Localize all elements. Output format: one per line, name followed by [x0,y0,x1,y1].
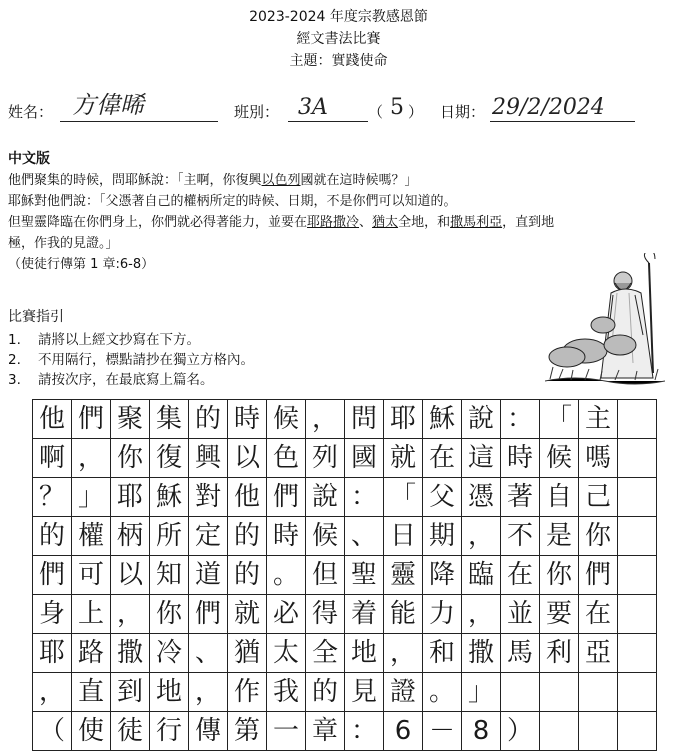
grid-cell: 候 [540,439,579,478]
grid-cell: 主 [579,400,618,439]
grid-cell: 所 [150,517,189,556]
grid-cell: 耶 [111,478,150,517]
grid-cell: 、 [189,634,228,673]
grid-cell: 但 [306,556,345,595]
number-open-paren: （ [368,103,384,121]
grid-cell: 著 [501,478,540,517]
grid-cell: － [423,712,462,751]
grid-cell: 穌 [150,478,189,517]
grid-cell: 們 [267,478,306,517]
grid-cell: 他 [228,478,267,517]
grid-cell: 在 [423,439,462,478]
grid-cell [618,517,657,556]
grid-cell: 馬 [501,634,540,673]
grid-cell: 太 [267,634,306,673]
grid-cell: 不 [501,517,540,556]
grid-cell: 以 [228,439,267,478]
grid-cell: 可 [72,556,111,595]
calligraphy-grid [32,399,657,751]
grid-cell: 是 [540,517,579,556]
grid-cell: 撒 [111,634,150,673]
grid-cell: 上 [72,595,111,634]
grid-cell: 時 [267,517,306,556]
scripture-line: 耶穌對他們說：「父憑著自己的權柄所定的時候、日期，不是你們可以知道的。 [8,194,457,209]
grid-cell: 6 [384,712,423,751]
grid-cell [618,478,657,517]
grid-cell: 。 [423,673,462,712]
grid-cell: 定 [189,517,228,556]
name-label: 姓名： [8,103,54,121]
grid-cell: ， [306,400,345,439]
grid-cell: 柄 [111,517,150,556]
competition-guidelines [8,306,254,390]
grid-cell: 權 [72,517,111,556]
grid-cell: 直 [72,673,111,712]
grid-cell: 以 [111,556,150,595]
grid-cell: ， [33,673,72,712]
number-value: 5 [390,95,404,120]
grid-cell: 你 [111,439,150,478]
scripture-line: 極，作我的見證。」 [8,236,119,251]
grid-cell [579,712,618,751]
grid-cell: 們 [33,556,72,595]
grid-cell: 們 [579,556,618,595]
grid-cell: 時 [228,400,267,439]
grid-cell: 8 [462,712,501,751]
grid-cell [501,673,540,712]
grid-cell: 聚 [111,400,150,439]
grid-cell: ， [462,517,501,556]
class-value: 3A [298,95,328,120]
grid-cell: 憑 [462,478,501,517]
grid-cell: 啊 [33,439,72,478]
grid-cell: 就 [228,595,267,634]
grid-cell: 猶 [228,634,267,673]
grid-cell: 全 [306,634,345,673]
grid-cell: （ [33,712,72,751]
grid-cell: 的 [189,400,228,439]
grid-cell: 的 [33,517,72,556]
grid-cell: 路 [72,634,111,673]
grid-cell: 國 [345,439,384,478]
grid-cell: 他 [33,400,72,439]
date-label: 日期： [440,103,486,121]
grid-cell: 你 [579,517,618,556]
event-title: 2023-2024 年度宗教感恩節 [249,9,428,25]
grid-cell: 自 [540,478,579,517]
grid-cell: 地 [150,673,189,712]
grid-cell: 列 [306,439,345,478]
grid-cell: 耶 [33,634,72,673]
grid-cell: 期 [423,517,462,556]
grid-cell: 己 [579,478,618,517]
grid-cell: 說 [462,400,501,439]
grid-cell: 靈 [384,556,423,595]
grid-cell: 的 [228,556,267,595]
grid-cell: 穌 [423,400,462,439]
scripture-line: （使徒行傳第 1 章:6-8） [8,257,155,272]
grid-cell: 你 [540,556,579,595]
grid-cell: ， [189,673,228,712]
grid-cell: 撒 [462,634,501,673]
grid-cell: 候 [306,517,345,556]
guideline-item: 2. 不用隔行，標點請抄在獨立方格內。 [8,352,254,368]
grid-cell: 亞 [579,634,618,673]
grid-cell [540,673,579,712]
grid-cell: 父 [423,478,462,517]
number-close-paren: ） [408,103,424,121]
grid-cell: 能 [384,595,423,634]
grid-cell: 時 [501,439,540,478]
grid-cell: 利 [540,634,579,673]
grid-cell: 「 [540,400,579,439]
grid-cell: 說 [306,478,345,517]
grid-cell [618,556,657,595]
grid-cell: 得 [306,595,345,634]
grid-cell [618,712,657,751]
theme-title: 主題：實踐使命 [289,53,388,69]
grid-cell: 就 [384,439,423,478]
grid-cell: ） [501,712,540,751]
grid-cell: 耶 [384,400,423,439]
grid-cell: 降 [423,556,462,595]
grid-cell: 」 [72,478,111,517]
grid-cell [579,673,618,712]
grid-cell: 集 [150,400,189,439]
place-name: 猶太 [372,215,399,230]
grid-cell: 要 [540,595,579,634]
grid-cell: 我 [267,673,306,712]
chinese-version-heading: 中文版 [8,151,50,167]
grid-cell: 在 [579,595,618,634]
grid-cell: 你 [150,595,189,634]
grid-cell: 第 [228,712,267,751]
grid-cell: 必 [267,595,306,634]
grid-cell: 」 [462,673,501,712]
grid-cell: ， [72,439,111,478]
scripture-line: 他們聚集的時候，問耶穌說：「主啊，你復興以色列國就在這時候嗎？」 [8,173,418,188]
grid-cell: ： [345,712,384,751]
grid-cell: 復 [150,439,189,478]
grid-cell: 冷 [150,634,189,673]
grid-cell: 使 [72,712,111,751]
grid-cell: 作 [228,673,267,712]
grid-cell: ？ [33,478,72,517]
grid-cell: 的 [228,517,267,556]
grid-cell: 章 [306,712,345,751]
grid-cell: ， [384,634,423,673]
grid-cell: 地 [345,634,384,673]
class-label: 班別： [234,103,280,121]
grid-cell: ， [111,595,150,634]
guidelines-heading: 比賽指引 [8,309,64,325]
grid-cell: ： [345,478,384,517]
grid-cell: 知 [150,556,189,595]
grid-cell: 徒 [111,712,150,751]
grid-cell: 證 [384,673,423,712]
grid-cell: 臨 [462,556,501,595]
grid-cell: 聖 [345,556,384,595]
place-name: 耶路撒冷 [307,215,360,230]
grid-cell: 日 [384,517,423,556]
jesus-shepherd-with-sheep-illustration [545,253,665,388]
grid-cell [540,712,579,751]
grid-cell: ， [462,595,501,634]
grid-cell: 色 [267,439,306,478]
grid-cell: 行 [150,712,189,751]
grid-cell [618,439,657,478]
grid-cell: 「 [384,478,423,517]
guideline-item: 1. 請將以上經文抄寫在下方。 [8,332,200,348]
grid-cell [618,673,657,712]
grid-cell: 到 [111,673,150,712]
grid-cell: 力 [423,595,462,634]
grid-cell [618,634,657,673]
grid-cell: 對 [189,478,228,517]
grid-cell: 問 [345,400,384,439]
grid-cell [618,400,657,439]
grid-cell: 一 [267,712,306,751]
grid-cell: 。 [267,556,306,595]
grid-cell: 這 [462,439,501,478]
grid-cell: 的 [306,673,345,712]
grid-cell: 傳 [189,712,228,751]
grid-cell: 們 [72,400,111,439]
grid-cell: 身 [33,595,72,634]
grid-cell: 候 [267,400,306,439]
place-name: 撒馬利亞 [450,215,503,230]
competition-title: 經文書法比賽 [296,31,381,47]
date-value: 29/2/2024 [492,95,605,120]
grid-cell: 們 [189,595,228,634]
place-name: 以色列 [261,173,301,188]
grid-cell: 和 [423,634,462,673]
grid-cell: 、 [345,517,384,556]
student-info-row [8,91,668,126]
grid-cell: 道 [189,556,228,595]
grid-cell: 並 [501,595,540,634]
grid-cell: 着 [345,595,384,634]
guideline-item: 3. 請按次序，在最底寫上篇名。 [8,372,214,388]
grid-cell: 見 [345,673,384,712]
scripture-line: 但聖靈降臨在你們身上，你們就必得著能力，並要在耶路撒冷、猶太全地，和撒馬利亞，直到地 [8,215,555,230]
grid-cell: 嗎 [579,439,618,478]
name-value: 方偉晞 [72,91,144,119]
grid-cell [618,595,657,634]
grid-cell: ： [501,400,540,439]
grid-cell: 興 [189,439,228,478]
grid-cell: 在 [501,556,540,595]
